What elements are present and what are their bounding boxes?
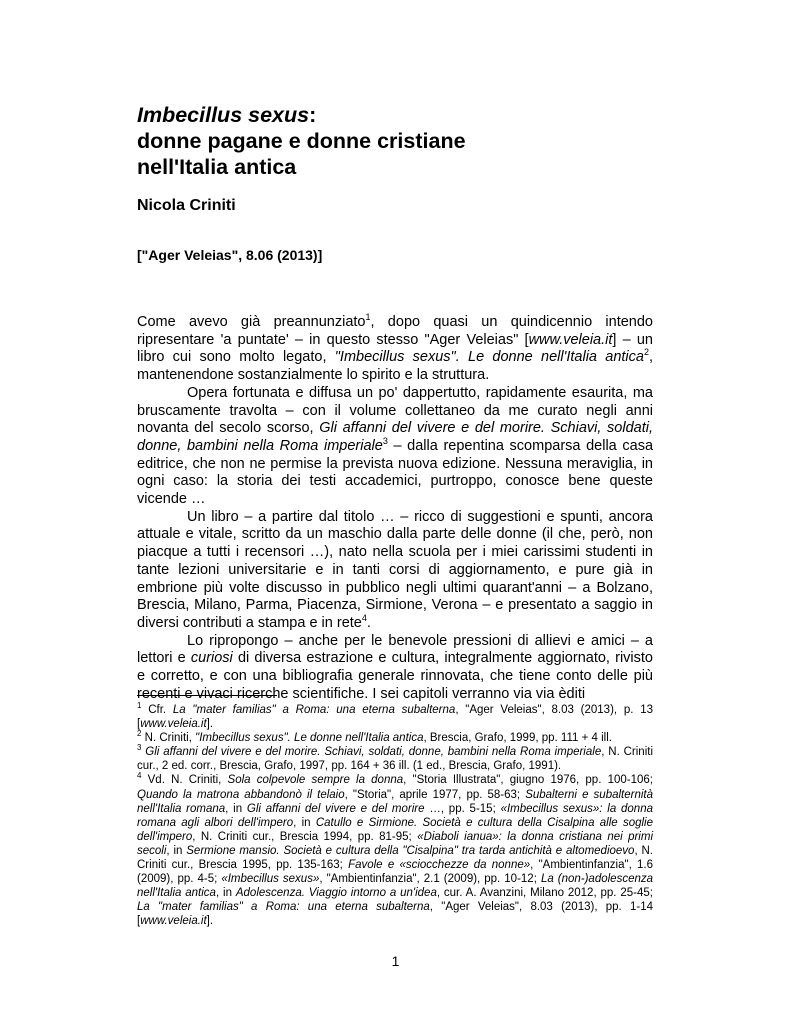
footnote-1 [137,703,653,731]
title-italic: Imbecillus sexus [137,103,310,127]
text-run: , "Storia Illustrata", giugno 1976, pp. 100-106; [403,774,653,787]
paragraph [137,314,653,385]
italic-run: La "mater familias" a Roma: una eterna subalterna [172,704,456,716]
footnote-ref: 1 [365,312,371,323]
text-run: N. Criniti, [141,732,196,745]
italic-run: «Diaboli ianua»: la donna cristiana nei primi secoli [137,830,653,857]
title-line-3: nell'Italia antica [137,155,297,179]
footnotes [137,703,653,929]
text-run: ]. [206,718,214,731]
text-run: , mantenendone sostanzialmente lo spirito e la struttura. [137,349,654,384]
text-run: , Brescia, Grafo, 1999, pp. 111 + 4 ill. [423,732,612,745]
italic-run: Gli affanni del vivere e del morire. Schiavi, soldati, donne, bambini nella Roma imperiale [141,746,602,759]
text-run: Cfr. [141,704,173,716]
italic-run: Favole e «sciocchezze da nonne» [348,859,531,872]
website-link: www.veleia.it [140,915,207,928]
italic-run: La (non-)adolescenza nell'Italia antica [137,873,654,900]
text-run: , "Ager Veleias", 8.03 (2013), p. 13 [ [137,704,654,731]
italic-run: La "mater familias" a Roma: una eterna subalterna [137,901,430,914]
italic-run: Sola colpevole sempre la donna [227,774,404,787]
text-run: …, pp. 5-15; [424,802,501,815]
text-run: Lo ripropongo – anche per le benevole pressioni di allievi e amici – a lettori e [137,632,653,667]
text-run: ]. [206,915,214,928]
text-run: Opera fortunata e diffusa un po' dappertutto, rapidamente esaurita, ma bruscamente travolta – con il volume collettaneo da me curato negli anni novanta del secolo scorso, [137,384,653,437]
footnote-ref: 2 [643,347,649,358]
text-run: , "Ambientinfanzia", 1.6 (2009), pp. 4-5; [137,859,653,886]
text-run: Un libro – a partire dal titolo … – ricco di suggestioni e spunti, ancora attuale e vitale, scritto da un maschio dalla parte delle donne (il che, però, non piacque a tutti i recensori …), nato nella scuola per i miei carissimi studenti in tante lezioni universitarie e in tanti corsi di aggiornamento, e pure già in embrione più volte discusso in pubblico negli ultimi quarant'anni – a Bolzano, Brescia, Milano, Parma, Piacenza, Sirmione, Verona – e presentato a saggio in diversi contributi a stampa e in rete [137,508,653,631]
title-line-1 [137,102,657,128]
footnote-number: 3 [137,743,142,753]
footnote-2 [137,731,653,745]
text-run: , in [293,816,316,829]
text-run: , "Storia", aprile 1977, pp. 58-63; [344,788,526,801]
text-run: , "Ambientinfanzia", 2.1 (2009), pp. 10-12; [319,873,541,886]
footnote-number: 1 [137,701,142,711]
text-run: , N. Criniti cur., Brescia 1994, pp. 81-95; [192,830,418,843]
paragraph [137,509,653,633]
text-run: , N. Criniti cur., Brescia 1995, pp. 135-163; [137,844,654,872]
footnote-ref: 3 [382,436,388,447]
italic-run: «Imbecillus sexus»: la donna romana agli albori dell'impero [137,802,653,829]
title-colon: : [309,103,317,127]
text-run: di diversa estrazione e cultura, integralmente aggiornato, rivisto e corretto, e con una bibliografia generale rinnovata, che tiene conto delle più recenti e vivaci ricerche scientifiche. I sei capitoli verranno via via èditi [137,650,653,702]
italic-run: «Imbecillus sexus» [221,873,320,886]
text-run: Vd. N. Criniti, [141,774,228,787]
author-name: Nicola Criniti [137,197,236,214]
source-citation: ["Ager Veleias", 8.06 (2013)] [137,247,323,263]
paragraph [137,633,653,704]
text-run: . [366,614,371,631]
text-run: ] – un libro cui sono molto legato, [137,331,653,366]
text-run: , N. Criniti cur., 2 ed. corr., Brescia, Grafo, 1997, pp. 164 + 36 ill. (1 ed., Brescia, Grafo, 1991). [137,746,653,773]
text-run: – dalla repentina scomparsa della casa editrice, che non ne permise la prevista nuova edizione. Nessuna meraviglia, in ogni caso: la storia dei testi accademici, purtroppo, conosce bene queste vicende … [137,437,654,508]
text-run: Come avevo già preannunziato [137,314,366,330]
book-title: "Imbecillus sexus". Le donne nell'Italia antica [334,349,644,366]
italic-run: Quando la matrona abbandonò il telaio [137,788,345,801]
text-run: , in [225,802,247,815]
book-title: Gli affanni del vivere e del morire. Schiavi, soldati, donne, bambini nella Roma imperiale [137,420,653,454]
text-run: , cur. A. Avanzini, Milano 2012, pp. 25-45; [436,887,653,900]
footnote-divider [137,695,277,696]
paragraph [137,385,653,509]
footnote-number: 4 [137,771,142,781]
text-run: , in [166,844,187,857]
italic-run: Catullo e Sirmione. Società e cultura della Cisalpina alle soglie dell'impero [137,816,653,843]
italic-run: Subalterni e subalternità nell'Italia romana [137,788,653,815]
footnote-ref: 4 [361,613,367,624]
italic-run: Gli affanni del vivere e del morire [246,802,425,815]
italic-run: Adolescenza. Viaggio intorno a un'idea [235,887,437,900]
page-title [137,102,657,180]
footnote-4 [137,773,653,928]
text-run: , dopo quasi un quindicennio intendo ripresentare 'a puntate' – in questo stesso "Ager Veleias" [ [137,314,653,348]
text-run: , "Ager Veleias", 8.03 (2013), pp. 1-14 [ [137,901,653,928]
title-line-2: donne pagane e donne cristiane [137,129,466,153]
footnote-3 [137,745,653,773]
text-run: , in [215,887,236,900]
body-text [137,314,653,703]
website-link: www.veleia.it [140,718,207,731]
page-number: 1 [391,953,400,969]
footnote-number: 2 [137,729,142,739]
italic-run: Sermione mansio. Società e cultura della "Cisalpina" tra tarda antichità e altomedioevo [186,844,635,857]
emphasis: curiosi [190,650,233,667]
website-link: www.veleia.it [528,331,613,348]
italic-run: "Imbecillus sexus". Le donne nell'Italia antica [195,732,424,745]
